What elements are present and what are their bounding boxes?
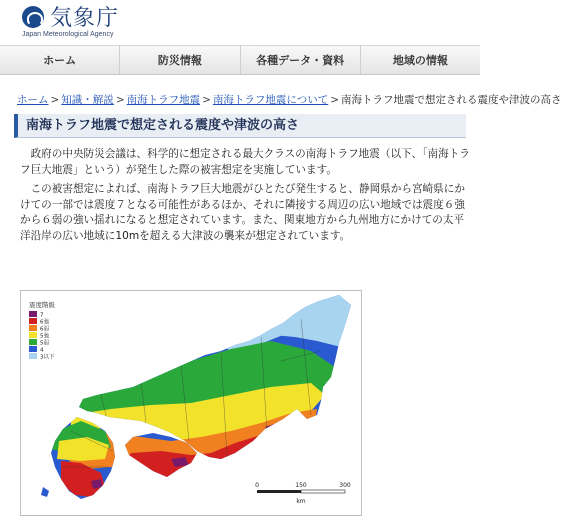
breadcrumb-knowledge[interactable]: 知識・解説 xyxy=(61,94,114,106)
japan-intensity-map-graphic xyxy=(21,291,363,517)
legend-swatch-7 xyxy=(29,311,37,317)
legend-swatch-6-weak xyxy=(29,325,37,331)
legend-label-5-strong: 5強 xyxy=(40,333,49,340)
breadcrumb-separator: > xyxy=(50,94,60,106)
breadcrumb xyxy=(17,92,562,107)
intro-paragraph: 政府の中央防災会議は、科学的に想定される最大クラスの南海トラフ地震（以下、「南海トラフ巨大地震」という）が発生した際の被害想定を実施しています。 xyxy=(20,148,470,176)
nav-home[interactable]: ホーム xyxy=(0,46,120,74)
breadcrumb-separator: > xyxy=(115,94,125,106)
legend-swatch-5-strong xyxy=(29,332,37,338)
main-nav xyxy=(0,45,480,75)
legend-swatch-5-weak xyxy=(29,339,37,345)
breadcrumb-nankai-trough[interactable]: 南海トラフ地震 xyxy=(126,94,201,106)
detail-paragraph: この被害想定によれば、南海トラフ巨大地震がひとたび発生すると、静岡県から宮崎県にかけての一部では震度７となる可能性があるほか、それに隣接する周辺の広い地域では震度６強から６弱の強い揺れになると想定されています。また、関東地方から九州地方にかけての太平洋沿岸の広い地域に10mを超える大津波の襲来が想定されています。 xyxy=(20,183,465,242)
seismic-intensity-map xyxy=(20,290,362,516)
legend-label-7: 7 xyxy=(40,312,44,319)
nav-data-resources[interactable]: 各種データ・資料 xyxy=(241,46,361,74)
legend-title: 震度階級 xyxy=(29,301,55,309)
intensity-legend xyxy=(29,300,56,361)
legend-label-5-weak: 5弱 xyxy=(40,340,49,347)
legend-swatch-4 xyxy=(29,346,37,352)
scale-tick-150: 150 xyxy=(295,482,307,489)
nav-regional-info[interactable]: 地域の情報 xyxy=(392,54,448,67)
breadcrumb-home[interactable]: ホーム xyxy=(17,94,49,106)
site-subtitle: Japan Meteorological Agency xyxy=(22,31,114,38)
breadcrumb-current: 南海トラフ地震で想定される震度や津波の高さ xyxy=(341,94,562,106)
breadcrumb-separator: > xyxy=(202,94,211,106)
legend-label-3-below: 3以下 xyxy=(40,354,55,361)
scale-tick-300: 300 xyxy=(339,482,351,489)
legend-swatch-3-below xyxy=(29,353,37,359)
scale-unit: km xyxy=(296,498,306,505)
legend-label-6-strong: 6強 xyxy=(40,319,49,326)
page-title: 南海トラフ地震で想定される震度や津波の高さ xyxy=(14,114,466,138)
legend-label-6-weak: 6弱 xyxy=(40,326,49,333)
legend-swatch-6-strong xyxy=(29,318,37,324)
scale-tick-0: 0 xyxy=(255,482,259,489)
breadcrumb-about-nankai[interactable]: 南海トラフ地震について xyxy=(212,94,329,106)
site-title[interactable]: 気象庁 xyxy=(50,6,120,31)
legend-label-4: 4 xyxy=(40,347,44,354)
breadcrumb-separator: > xyxy=(330,94,340,106)
map-scale-bar xyxy=(255,482,351,505)
site-header xyxy=(0,0,480,44)
jma-logo-icon[interactable] xyxy=(22,6,44,28)
nav-disaster-info[interactable]: 防災情報 xyxy=(120,46,240,74)
